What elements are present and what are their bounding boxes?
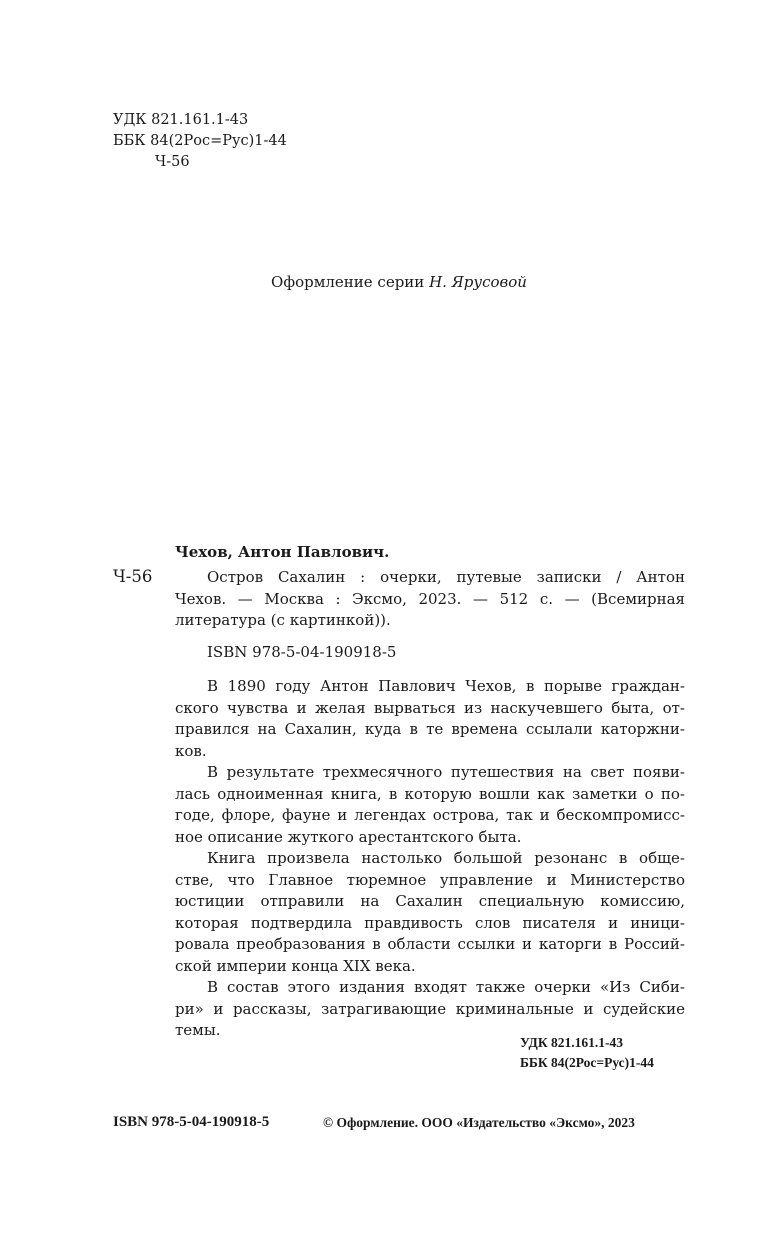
udk-code-bottom: УДК 821.161.1-43 xyxy=(520,1035,623,1050)
catalog-description-line: Чехов. — Москва : Эксмо, 2023. — 512 с. — (Всемирная xyxy=(175,589,685,608)
annotation-line: Книга произвела настолько большой резонанс в обще- xyxy=(207,849,685,867)
catalog-code: Ч-56 xyxy=(113,567,153,586)
series-designer-name: Н. Ярусовой xyxy=(429,273,527,291)
annotation-line: ное описание жуткого арестантского быта. xyxy=(175,827,522,846)
annotation-line: ского чувства и желая вырваться из наскучевшего быта, от- xyxy=(175,698,685,717)
annotation-line: лась одноименная книга, в которую вошли как заметки о по- xyxy=(175,784,685,803)
author-mark: Ч-56 xyxy=(155,154,190,170)
annotation-paragraph xyxy=(175,676,685,762)
annotation-line: стве, что Главное тюремное управление и Министерство xyxy=(175,870,685,889)
footer-isbn: ISBN 978-5-04-190918-5 xyxy=(113,1114,270,1130)
udk-bottom-block xyxy=(520,1033,654,1073)
annotation-line: В 1890 году Антон Павлович Чехов, в порыве граждан- xyxy=(207,677,685,695)
annotation-paragraph xyxy=(175,848,685,978)
annotation-line: В состав этого издания входят также очерки «Из Сиби- xyxy=(207,978,685,996)
catalog-description-line: Остров Сахалин : очерки, путевые записки / Антон xyxy=(207,568,685,586)
series-design-credit xyxy=(0,273,768,291)
annotation-line: юстиции отправили на Сахалин специальную комиссию, xyxy=(175,892,685,911)
series-design-label: Оформление серии xyxy=(271,273,430,291)
catalog-description xyxy=(175,567,685,632)
catalog-isbn: ISBN 978-5-04-190918-5 xyxy=(207,643,397,661)
annotation-line: ровала преобразования в области ссылки и каторги в Россий- xyxy=(175,935,685,954)
annotation-paragraph xyxy=(175,762,685,848)
annotation-line: ков. xyxy=(175,741,207,760)
catalog-description-line: литература (с картинкой)). xyxy=(175,611,391,629)
bbk-code-bottom: ББК 84(2Рос=Рус)1-44 xyxy=(520,1055,654,1070)
catalog-author: Чехов, Антон Павлович. xyxy=(175,543,390,561)
annotation-line: которая подтвердила правдивость слов писателя и иници- xyxy=(175,913,685,932)
udk-code: УДК 821.161.1-43 xyxy=(113,112,249,128)
annotation-line: годе, флоре, фауне и легендах острова, так и бескомпромисс- xyxy=(175,806,685,825)
annotation-line: правился на Сахалин, куда в те времена ссылали каторжни- xyxy=(175,720,685,739)
udk-top-block xyxy=(113,110,287,173)
annotation-line: ской империи конца XIX века. xyxy=(175,956,416,975)
annotation-line: темы. xyxy=(175,1021,221,1040)
annotation-line: ри» и рассказы, затрагивающие криминальные и судейские xyxy=(175,999,685,1018)
bbk-code: ББК 84(2Рос=Рус)1-44 xyxy=(113,133,287,149)
annotation-line: В результате трехмесячного путешествия на свет появи- xyxy=(207,763,685,781)
footer-copyright: © Оформление. ООО «Издательство «Эксмо», 2023 xyxy=(323,1115,635,1130)
